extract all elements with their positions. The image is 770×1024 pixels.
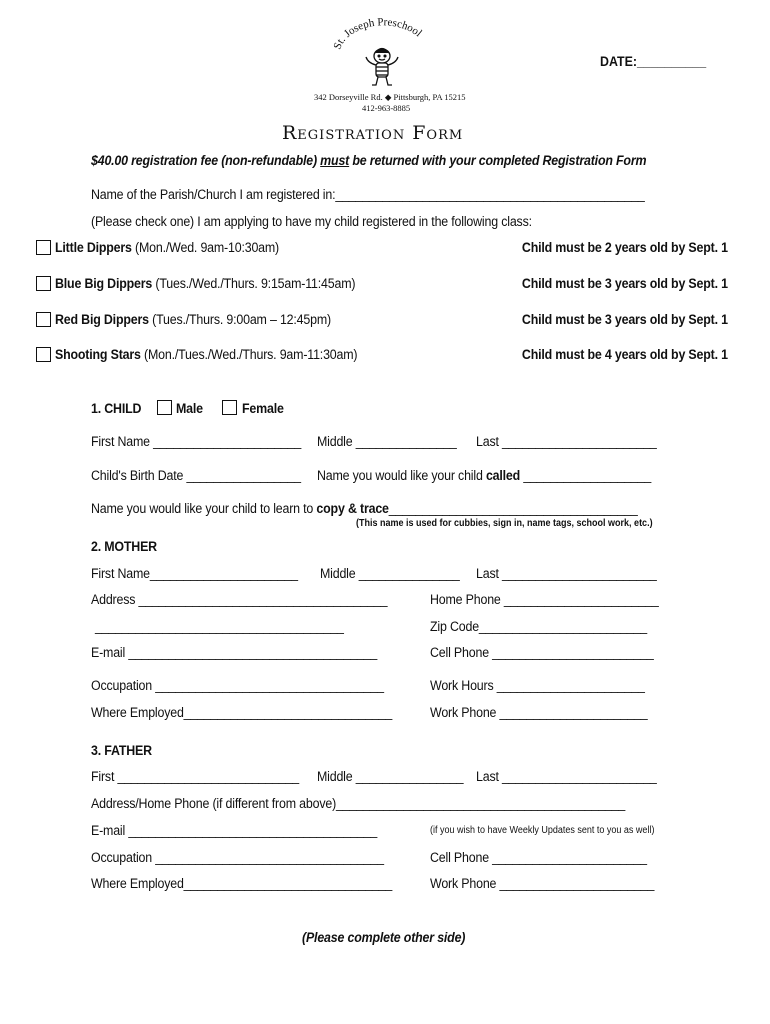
class-name: Little Dippers — [55, 240, 132, 255]
male-label: Male — [176, 401, 203, 416]
class-schedule: (Mon./Tues./Wed./Thurs. 9am-11:30am) — [140, 347, 358, 362]
mother-home-phone-field[interactable]: Home Phone _______________________ — [430, 592, 659, 607]
class-shooting-stars — [55, 347, 357, 362]
called-prefix: Name you would like your child — [317, 468, 486, 483]
mother-zip-field[interactable]: Zip Code_________________________ — [430, 619, 648, 634]
called-bold: called — [485, 468, 521, 483]
child-called-field[interactable] — [317, 468, 651, 483]
class-schedule: (Mon./Wed. 9am-10:30am) — [131, 240, 280, 255]
father-heading: 3. FATHER — [91, 743, 152, 758]
footer-note: (Please complete other side) — [302, 930, 466, 945]
date-field[interactable]: DATE:__________ — [600, 54, 707, 69]
father-email-field[interactable]: E-mail _____________________________________ — [91, 823, 378, 838]
mother-heading: 2. MOTHER — [91, 539, 157, 554]
mother-cell-field[interactable]: Cell Phone ________________________ — [430, 645, 654, 660]
class-checkbox-red-big-dippers[interactable] — [36, 312, 51, 327]
mother-middle-field[interactable]: Middle _______________ — [320, 566, 460, 581]
called-suffix: ___________________ — [520, 468, 652, 483]
child-last-field[interactable]: Last _______________________ — [476, 434, 657, 449]
child-heading: 1. CHILD — [91, 401, 142, 416]
father-occupation-field[interactable]: Occupation __________________________________ — [91, 850, 384, 865]
class-red-big-dippers — [55, 312, 331, 327]
mother-last-field[interactable]: Last _______________________ — [476, 566, 657, 581]
svg-text:St. Joseph Preschool — [331, 18, 424, 51]
mother-email-field[interactable]: E-mail _____________________________________ — [91, 645, 378, 660]
child-copy-trace-field[interactable] — [91, 501, 638, 516]
father-email-note: (if you wish to have Weekly Updates sent to you as well) — [430, 825, 655, 836]
class-checkbox-little-dippers[interactable] — [36, 240, 51, 255]
check-instruction: (Please check one) I am applying to have my child registered in the following class: — [91, 214, 532, 229]
father-employer-field[interactable]: Where Employed_______________________________ — [91, 876, 393, 891]
child-figure-icon — [366, 49, 398, 86]
father-work-phone-field[interactable]: Work Phone _______________________ — [430, 876, 655, 891]
mother-first-name-field[interactable]: First Name______________________ — [91, 566, 298, 581]
class-little-dippers — [55, 240, 279, 255]
copy-prefix: Name you would like your child to learn to — [91, 501, 317, 516]
female-label: Female — [242, 401, 284, 416]
fee-notice — [91, 153, 646, 168]
fee-notice-must: must — [320, 153, 350, 168]
child-middle-field[interactable]: Middle _______________ — [317, 434, 457, 449]
class-requirement: Child must be 2 years old by Sept. 1 — [522, 240, 728, 255]
address-line-1: 342 Dorseyville Rd. ◆ Pittsburgh, PA 15215 — [314, 92, 466, 102]
preschool-logo — [326, 18, 436, 96]
parish-field[interactable]: Name of the Parish/Church I am registered in:______________________________________________ — [91, 187, 645, 202]
class-name: Blue Big Dippers — [55, 276, 153, 291]
mother-address-field[interactable]: Address _____________________________________ — [91, 592, 388, 607]
copy-bold: copy & trace — [316, 501, 389, 516]
child-birth-date-field[interactable]: Child's Birth Date _________________ — [91, 468, 301, 483]
class-requirement: Child must be 3 years old by Sept. 1 — [522, 312, 728, 327]
child-first-name-field[interactable]: First Name ______________________ — [91, 434, 302, 449]
copy-trace-note: (This name is used for cubbies, sign in, name tags, school work, etc.) — [356, 518, 653, 529]
father-middle-field[interactable]: Middle ________________ — [317, 769, 464, 784]
father-address-field[interactable]: Address/Home Phone (if different from above)___________________________________________ — [91, 796, 626, 811]
class-schedule: (Tues./Thurs. 9:00am – 12:45pm) — [148, 312, 331, 327]
form-title: Registration Form — [282, 122, 464, 144]
class-schedule: (Tues./Wed./Thurs. 9:15am-11:45am) — [152, 276, 356, 291]
mother-employer-field[interactable]: Where Employed_______________________________ — [91, 705, 393, 720]
female-checkbox[interactable] — [222, 400, 237, 415]
father-cell-field[interactable]: Cell Phone _______________________ — [430, 850, 647, 865]
mother-address-line-2-field[interactable]: _____________________________________ — [95, 619, 344, 634]
class-name: Shooting Stars — [55, 347, 141, 362]
male-checkbox[interactable] — [157, 400, 172, 415]
class-requirement: Child must be 4 years old by Sept. 1 — [522, 347, 728, 362]
fee-notice-after: be returned with your completed Registration Form — [349, 153, 647, 168]
father-last-field[interactable]: Last _______________________ — [476, 769, 657, 784]
logo-arc-text: St. Joseph Preschool — [331, 18, 425, 52]
class-requirement: Child must be 3 years old by Sept. 1 — [522, 276, 728, 291]
class-blue-big-dippers — [55, 276, 355, 291]
fee-notice-before: $40.00 registration fee (non-refundable) — [91, 153, 321, 168]
mother-occupation-field[interactable]: Occupation __________________________________ — [91, 678, 384, 693]
mother-work-phone-field[interactable]: Work Phone ______________________ — [430, 705, 648, 720]
class-checkbox-shooting-stars[interactable] — [36, 347, 51, 362]
copy-suffix: _____________________________________ — [388, 501, 638, 516]
father-first-field[interactable]: First ___________________________ — [91, 769, 300, 784]
class-name: Red Big Dippers — [55, 312, 149, 327]
class-checkbox-blue-big-dippers[interactable] — [36, 276, 51, 291]
address-line-2: 412-963-8885 — [362, 103, 411, 113]
mother-work-hours-field[interactable]: Work Hours ______________________ — [430, 678, 645, 693]
